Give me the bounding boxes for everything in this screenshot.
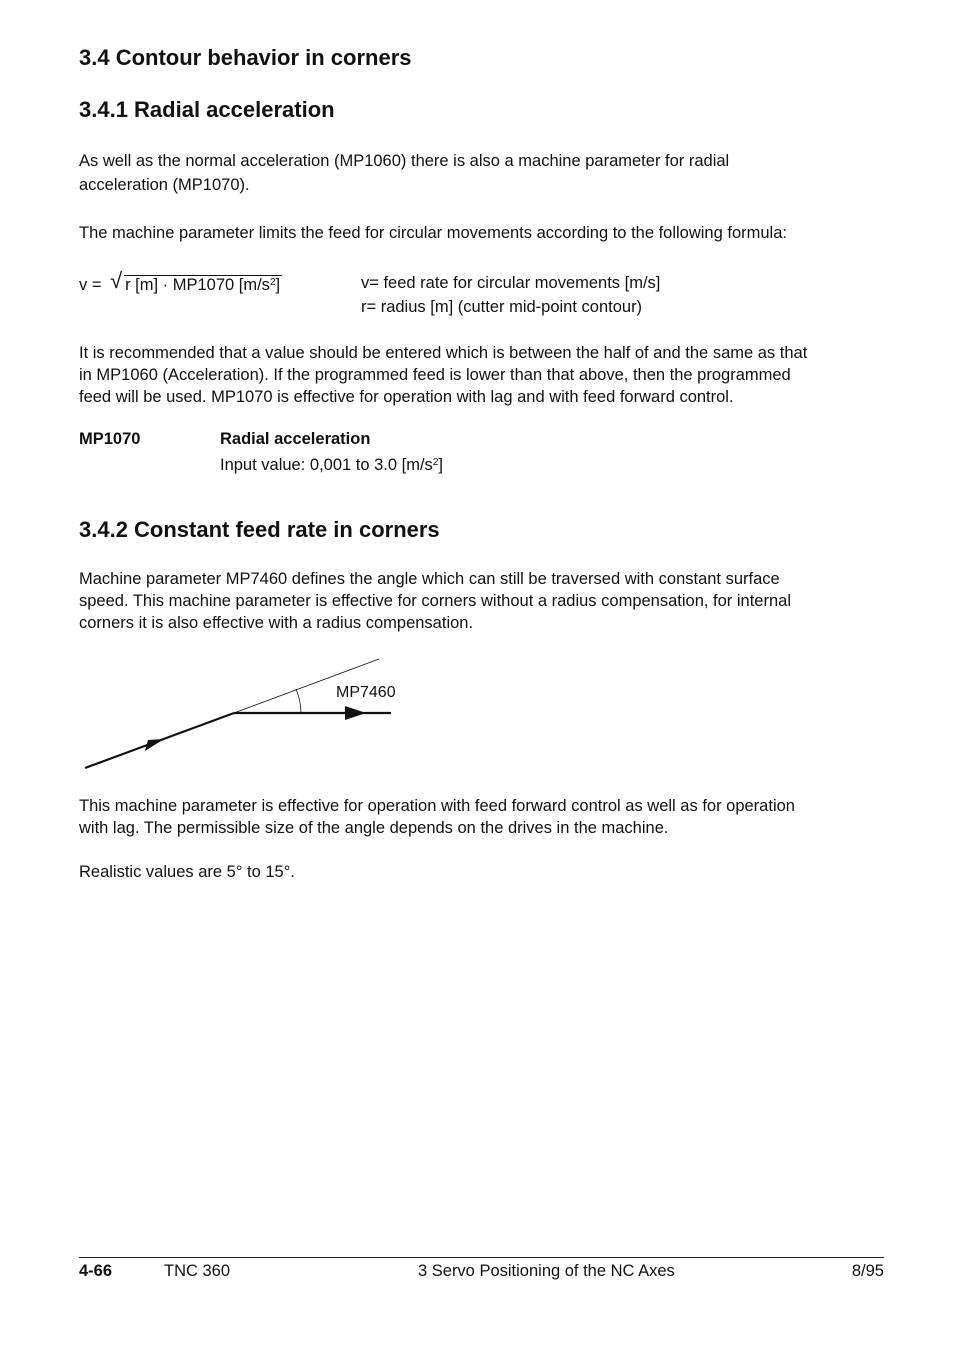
exponent: 2	[432, 457, 439, 468]
paragraph-mp7460-effect	[79, 795, 889, 839]
paragraph-formula-intro: The machine parameter limits the feed for circular movements according to the following formula:	[79, 224, 787, 242]
text-line: It is recommended that a value should be entered which is between the half of and the same as that	[79, 344, 808, 362]
input-range-close: ]	[438, 456, 443, 474]
parameter-name: Radial acceleration	[220, 430, 371, 448]
subsection-heading-constant-feed: 3.4.2 Constant feed rate in corners	[79, 517, 440, 542]
text-line: corners it is also effective with a radius compensation.	[79, 614, 474, 632]
parameter-id: MP1070	[79, 430, 141, 448]
radical-sign-icon: √	[110, 268, 123, 293]
text-line: in MP1060 (Acceleration). If the programmed feed is lower than that above, then the programmed	[79, 366, 791, 384]
outgoing-arrow-icon	[345, 706, 366, 720]
formula-legend-v: v= feed rate for circular movements [m/s]	[361, 274, 661, 292]
paragraph-realistic-values: Realistic values are 5° to 15°.	[79, 863, 295, 881]
footer-product: TNC 360	[164, 1262, 231, 1280]
incoming-arrow-icon	[145, 739, 164, 751]
text-line: acceleration (MP1070).	[79, 176, 250, 194]
radicand-close: ]	[275, 276, 281, 294]
radicand-text: r [m] · MP1070 [m/s	[125, 276, 270, 294]
footer-date: 8/95	[851, 1262, 884, 1280]
section-heading: 3.4 Contour behavior in corners	[79, 45, 412, 70]
input-range-text: Input value: 0,001 to 3.0 [m/s	[220, 456, 433, 474]
exponent: 2	[269, 277, 276, 288]
text-line: As well as the normal acceleration (MP1060) there is also a machine parameter for radial	[79, 152, 730, 170]
text-line: Machine parameter MP7460 defines the angle which can still be traversed with constant surface	[79, 570, 780, 588]
text-line: This machine parameter is effective for operation with feed forward control as well as for operation	[79, 797, 795, 815]
footer-rule	[79, 1257, 884, 1258]
footer-chapter: 3 Servo Positioning of the NC Axes	[418, 1262, 675, 1280]
formula-legend-r: r= radius [m] (cutter mid-point contour)	[361, 298, 643, 316]
formula-lhs: v =	[79, 276, 102, 294]
diagram-label-mp7460: MP7460	[336, 684, 396, 701]
text-line: with lag. The permissible size of the angle depends on the drives in the machine.	[79, 819, 669, 837]
footer-page-number: 4-66	[79, 1262, 113, 1280]
text-line: speed. This machine parameter is effective for corners without a radius compensation, for internal	[79, 592, 791, 610]
subsection-heading-radial-acceleration: 3.4.1 Radial acceleration	[79, 97, 335, 122]
angle-arc	[296, 689, 301, 713]
text-line: feed will be used. MP1070 is effective for operation with lag and with feed forward control.	[79, 388, 734, 406]
